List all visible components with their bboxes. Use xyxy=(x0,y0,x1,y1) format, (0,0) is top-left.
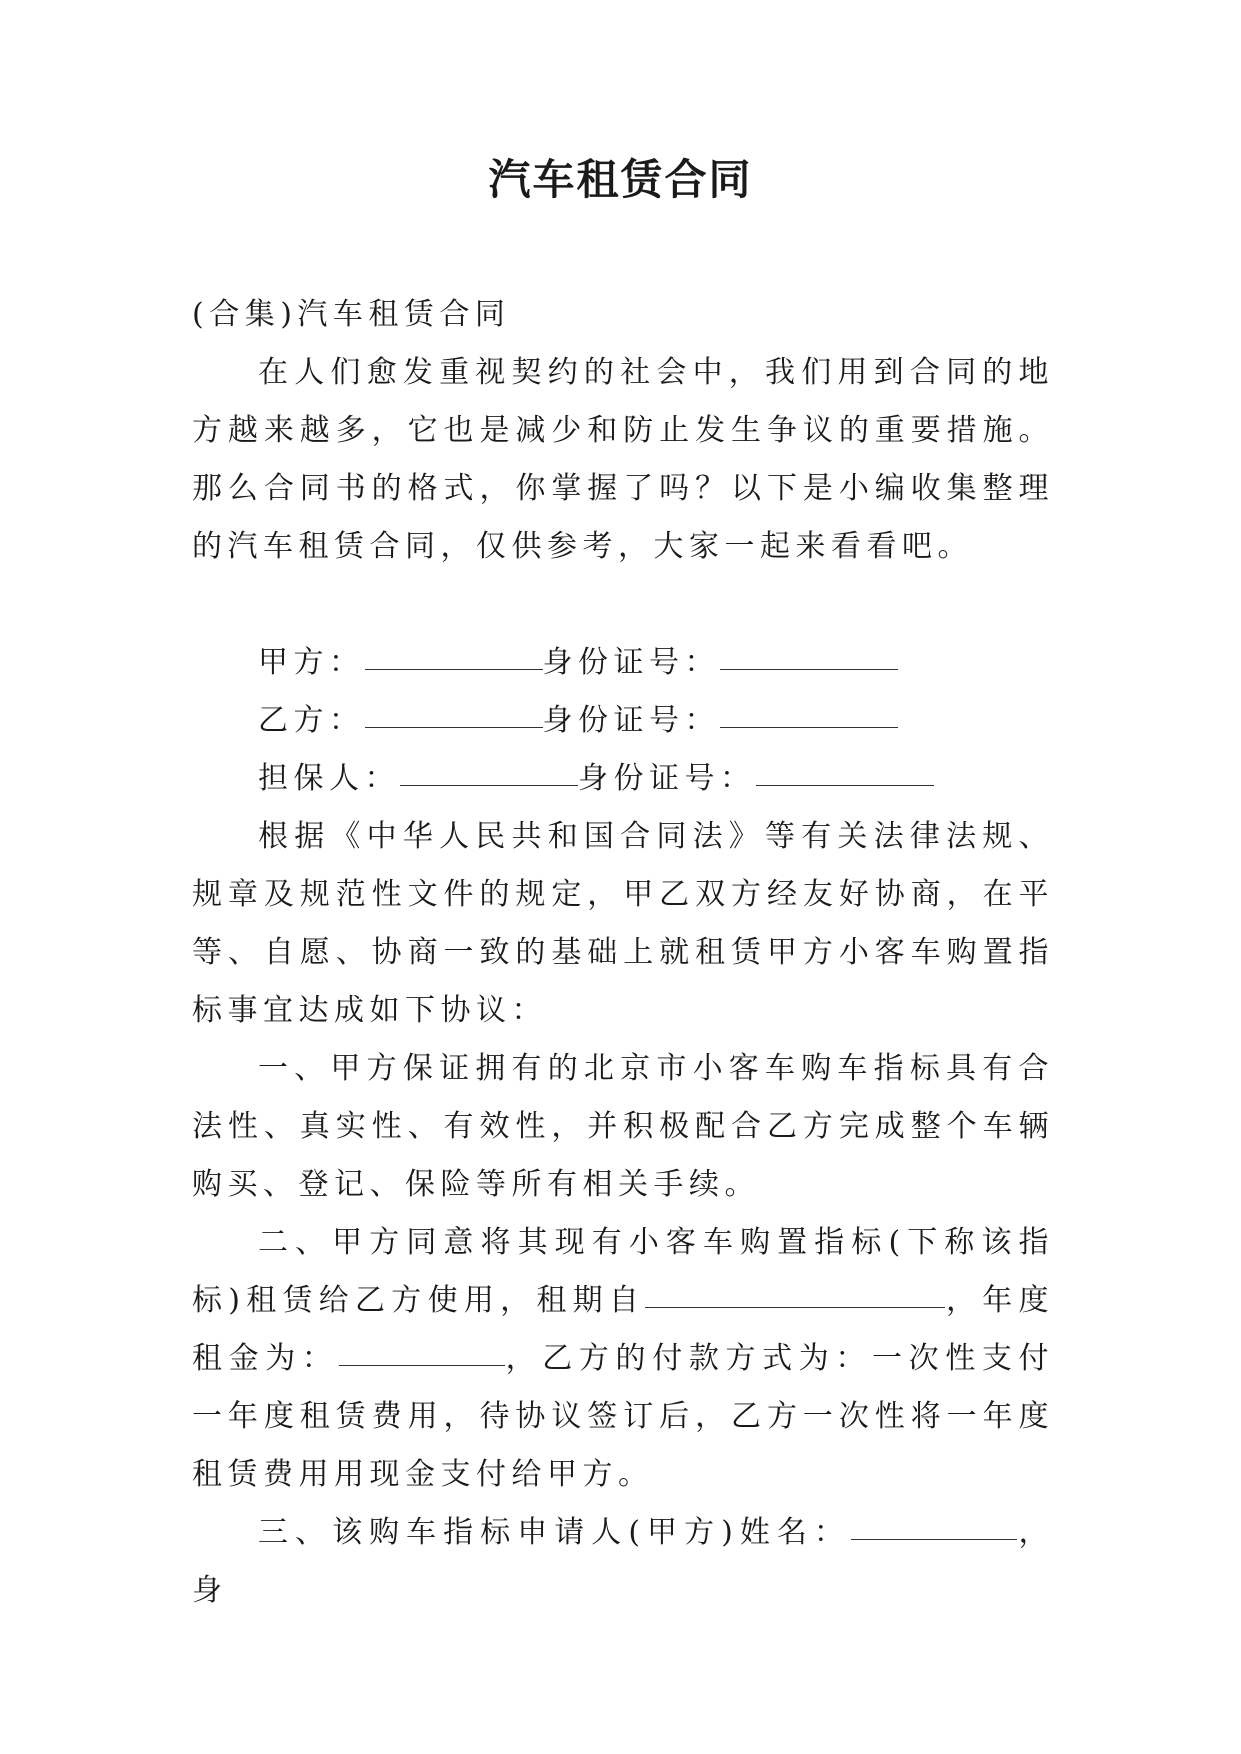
guarantor-id-label: 身份证号： xyxy=(578,761,756,796)
party-a-id-blank xyxy=(720,668,898,670)
party-b-id-label: 身份证号： xyxy=(542,703,720,738)
document-body xyxy=(192,286,1054,1620)
party-a-id-label: 身份证号： xyxy=(542,645,720,680)
party-a-name-blank xyxy=(365,668,543,670)
clause-3-text-2: ，身 xyxy=(192,1515,1055,1608)
guarantor-row xyxy=(192,750,1054,808)
guarantor-name-blank xyxy=(400,784,578,786)
intro-paragraph: 在人们愈发重视契约的社会中，我们用到合同的地方越来越多，它也是减少和防止发生争议的重要措施。那么合同书的格式，你掌握了吗？以下是小编收集整理的汽车租赁合同，仅供参考，大家一起来看看吧。 xyxy=(192,355,1054,564)
lease-term-blank xyxy=(645,1306,945,1308)
paragraph-gap xyxy=(192,576,1054,634)
clause-3 xyxy=(192,1504,1054,1620)
party-b-label: 乙方： xyxy=(258,703,365,738)
party-a-label: 甲方： xyxy=(258,645,365,680)
annual-rent-blank xyxy=(339,1364,505,1366)
party-a-row xyxy=(192,634,1054,692)
party-b-id-blank xyxy=(720,726,898,728)
basis-paragraph: 根据《中华人民共和国合同法》等有关法律法规、规章及规范性文件的规定，甲乙双方经友好协商，在平等、自愿、协商一致的基础上就租赁甲方小客车购置指标事宜达成如下协议： xyxy=(192,819,1054,1028)
clause-1: 一、甲方保证拥有的北京市小客车购车指标具有合法性、真实性、有效性，并积极配合乙方完成整个车辆购买、登记、保险等所有相关手续。 xyxy=(192,1051,1054,1202)
clause-2-text-1: 二、甲方同意将其现有小客车购置指标(下称该指标)租赁给乙方使用，租期自 xyxy=(192,1225,1054,1318)
clause-2-text-3: ，乙方的付款方式为：一次性支付一年度租赁费用，待协议签订后，乙方一次性将一年度租赁费用用现金支付给甲方。 xyxy=(192,1341,1055,1492)
guarantor-id-blank xyxy=(756,784,934,786)
clause-2-text-2: ，年度租金为： xyxy=(192,1283,1054,1376)
subtitle: (合集)汽车租赁合同 xyxy=(192,297,511,332)
applicant-name-blank xyxy=(851,1538,1017,1540)
party-b-row xyxy=(192,692,1054,750)
party-b-name-blank xyxy=(365,726,543,728)
clause-2 xyxy=(192,1214,1054,1504)
clause-3-text-1: 三、该购车指标申请人(甲方)姓名： xyxy=(258,1515,851,1550)
guarantor-label: 担保人： xyxy=(258,761,400,796)
document-title: 汽车租赁合同 xyxy=(488,155,753,204)
